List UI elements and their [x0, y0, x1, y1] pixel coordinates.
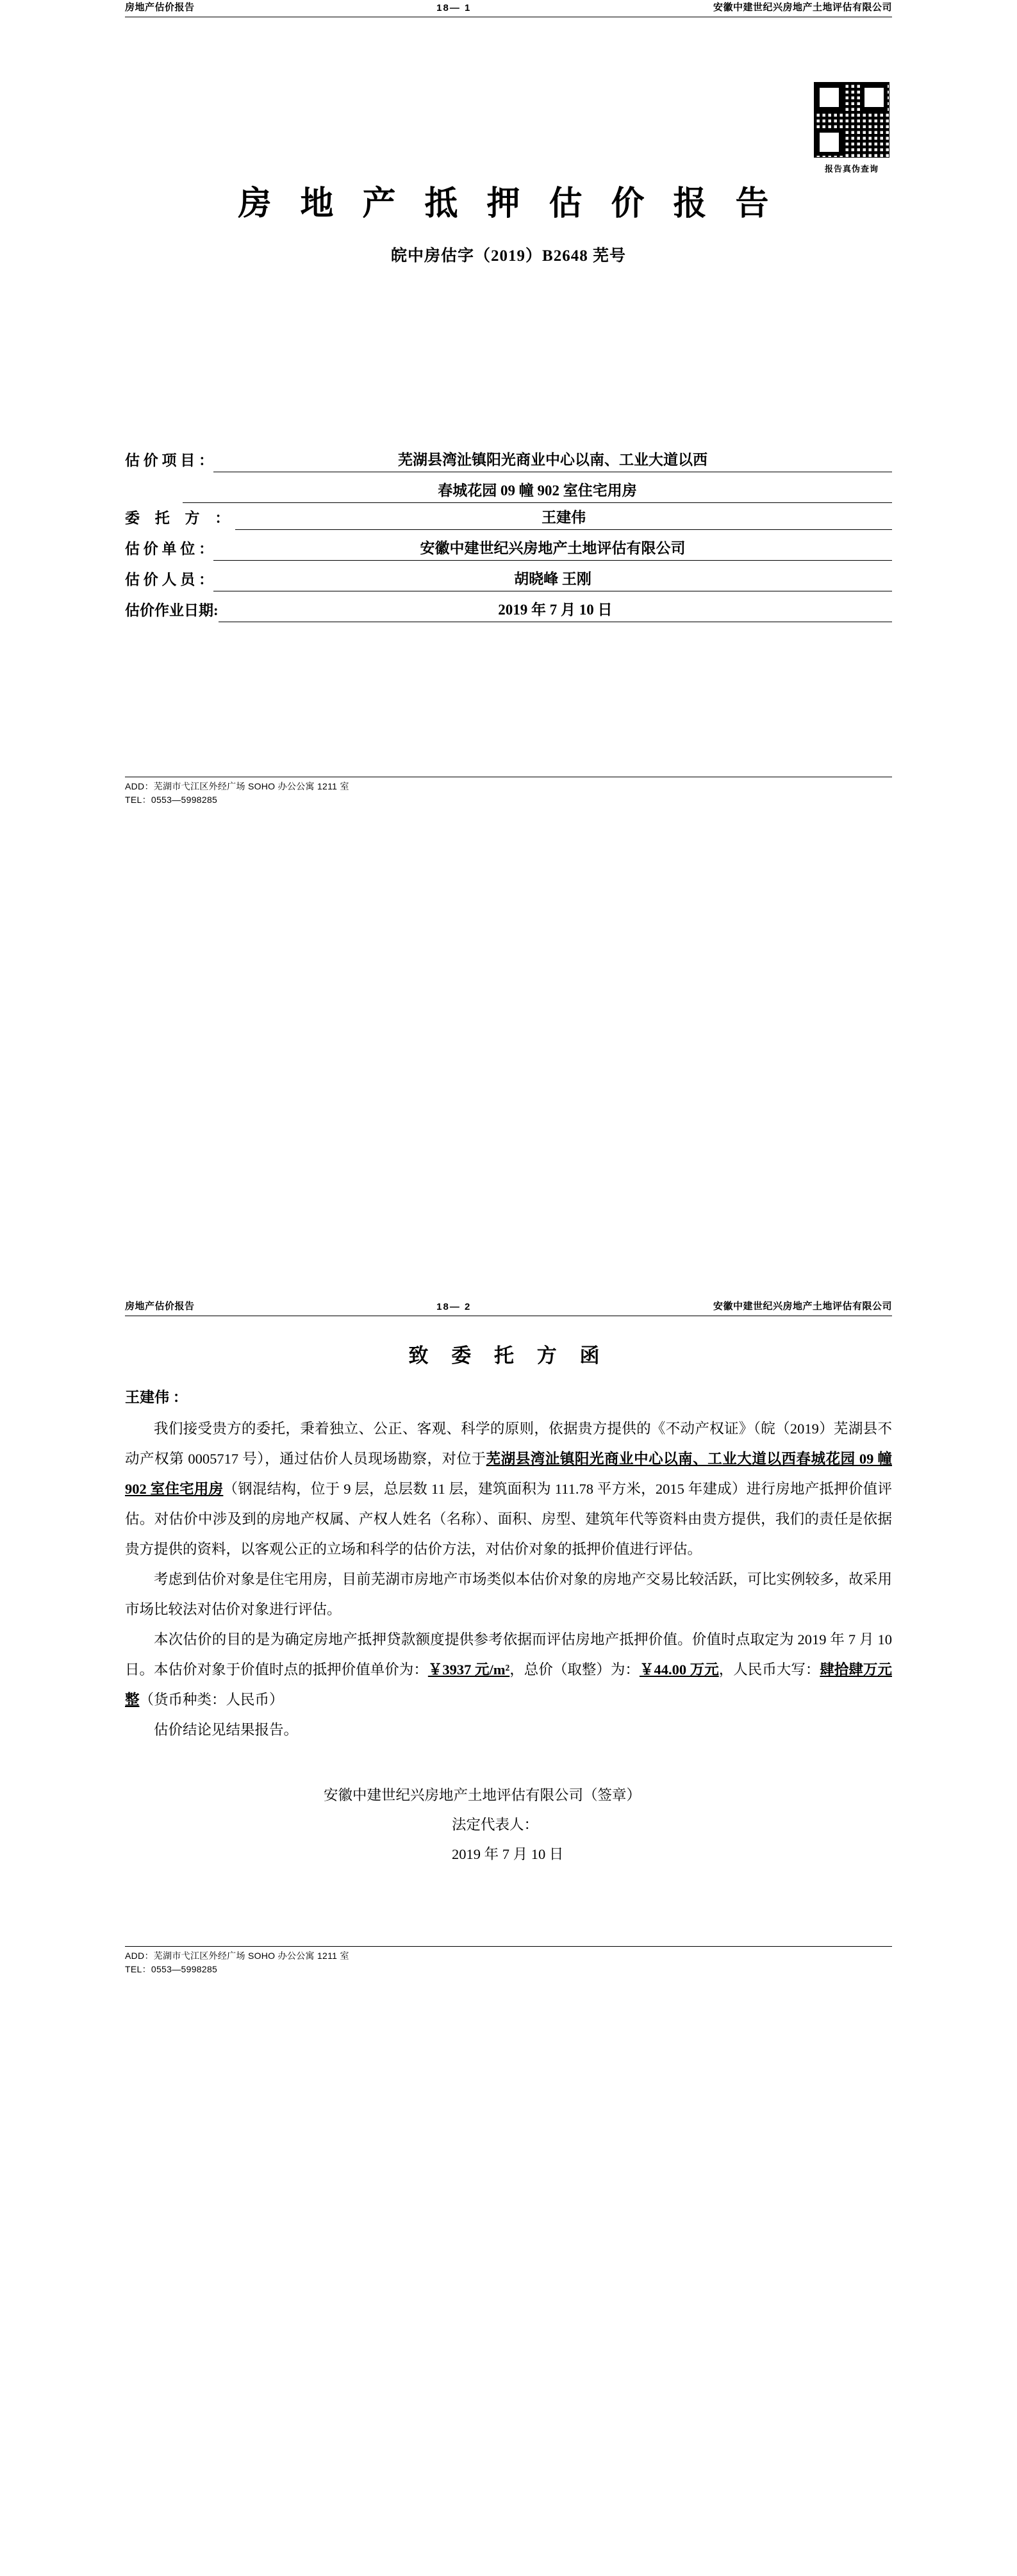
- para1-subject-underlined: 芜湖县湾沚镇阳光商业中心以南、工业大道以西春城花园 09 幢 902 室住宅用房: [125, 1451, 892, 1497]
- field-client: [125, 506, 892, 530]
- signature-legal-rep: 法定代表人：: [452, 1817, 539, 1833]
- field-client-value: 王建伟: [235, 506, 892, 530]
- field-date-label: 估价作业日期:: [125, 602, 219, 618]
- qr-code-block: [809, 81, 894, 174]
- para3-part-d: （货币种类：人民币）: [139, 1692, 284, 1708]
- field-project-label: 估 价 项 目 ：: [125, 452, 213, 468]
- total-price-value: ￥44.00 万元: [639, 1662, 719, 1678]
- para3-part-c: ，人民币大写：: [718, 1662, 820, 1678]
- letter-title: 致 委 托 方 函: [408, 1344, 609, 1367]
- header-right-company: 安徽中建世纪兴房地产土地评估有限公司: [713, 2, 892, 13]
- field-project-value-line2: 春城花园 09 幢 902 室住宅用房: [183, 479, 892, 503]
- letter-paragraph-4: 估价结论见结果报告。: [154, 1722, 299, 1738]
- signature-firm: 安徽中建世纪兴房地产土地评估有限公司（签章）: [324, 1787, 641, 1803]
- field-appraisers-label: 估 价 人 员 ：: [125, 572, 213, 588]
- cover-field-list: [125, 448, 892, 629]
- amount-in-words: 肆拾肆万元整: [125, 1662, 892, 1708]
- cover-footer-block: [125, 777, 892, 807]
- letter-paragraph-3: [125, 1624, 892, 1715]
- running-header-page2: [125, 1299, 892, 1316]
- field-project-line2-row: [125, 479, 892, 503]
- running-footer-page2: [125, 1946, 892, 1976]
- footer-tel: TEL：0553—5998285: [125, 795, 218, 805]
- field-appraisers: [125, 567, 892, 591]
- field-date: [125, 598, 892, 622]
- cover-section: [0, 17, 1017, 1299]
- footer-address-2: ADD：芜湖市弋江区外经广场 SOHO 办公公寓 1211 室: [125, 1951, 349, 1961]
- field-project-value-line1: 芜湖县湾沚镇阳光商业中心以南、工业大道以西: [213, 448, 892, 472]
- para3-part-a: 本次估价的目的是为确定房地产抵押贷款额度提供参考依据而评估房地产抵押价值。价值时点取定为 2019 年 7 月 10 日。本估价对象于价值时点的抵押价值单价为：: [125, 1631, 892, 1678]
- running-footer-page1: [125, 777, 892, 807]
- footer-address: ADD：芜湖市弋江区外经广场 SOHO 办公公寓 1211 室: [125, 781, 349, 791]
- field-project: [125, 448, 892, 472]
- qr-code-icon[interactable]: [813, 81, 890, 158]
- header-page-number: 18— 1: [436, 3, 472, 13]
- letter-body: [125, 1382, 892, 1745]
- signature-block: [125, 1781, 892, 1869]
- header-page-number-2: 18— 2: [436, 1301, 472, 1312]
- qr-caption: 报告真伪查询: [824, 164, 879, 174]
- letter-paragraph-1: [125, 1414, 892, 1564]
- field-firm-value: 安徽中建世纪兴房地产土地评估有限公司: [213, 536, 892, 561]
- report-number: 皖中房估字（2019）B2648 芜号: [391, 247, 626, 265]
- para1-part-b: （钢混结构，位于 9 层，总层数 11 层，建筑面积为 111.78 平方米，2015 年建成）进行房地产抵押价值评估。对估价中涉及到的房地产权属、产权人姓名（名称）、面积、房型、建筑年代等资料由贵方提供，我们的责任是依据贵方提供的资料，以客观公正的立场和科学的估价方法，对估价对象的抵押价值进行评估。: [125, 1481, 892, 1557]
- para3-part-b: ，总价（取整）为：: [509, 1662, 640, 1678]
- footer-tel-2: TEL：0553—5998285: [125, 1964, 218, 1974]
- field-firm-label: 估 价 单 位 ：: [125, 541, 213, 557]
- field-client-label: 委 托 方 ：: [125, 510, 236, 526]
- header-left-text: 房地产估价报告: [125, 2, 195, 13]
- field-date-value: 2019 年 7 月 10 日: [219, 598, 892, 622]
- letter-salutation: 王建伟 ：: [125, 1389, 188, 1405]
- report-title: 房 地 产 抵 押 估 价 报 告: [238, 186, 779, 222]
- field-appraisers-value: 胡晓峰 王刚: [213, 567, 892, 591]
- field-firm: [125, 536, 892, 561]
- header-right-company-2: 安徽中建世纪兴房地产土地评估有限公司: [713, 1301, 892, 1312]
- signature-date: 2019 年 7 月 10 日: [452, 1846, 564, 1862]
- para1-part-a: 我们接受贵方的委托，秉着独立、公正、客观、科学的原则，依据贵方提供的《不动产权证》（皖（2019）芜湖县不动产权第 0005717 号），通过估价人员现场勘察，对位于: [125, 1421, 892, 1467]
- letter-paragraph-2: 考虑到估价对象是住宅用房，目前芜湖市房地产市场类似本估价对象的房地产交易比较活跃，可比实例较多，故采用市场比较法对估价对象进行评估。: [125, 1571, 892, 1617]
- unit-price-value: ￥3937 元/m²: [427, 1662, 510, 1678]
- letter-section: [0, 1316, 1017, 1976]
- header-left-text-2: 房地产估价报告: [125, 1301, 195, 1312]
- running-header-page1: [125, 0, 892, 17]
